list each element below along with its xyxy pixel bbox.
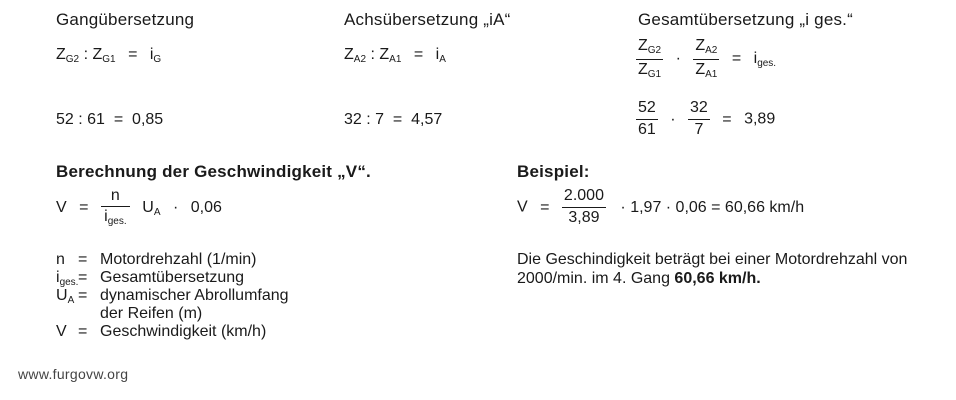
legend-row: n = Motordrehzahl (1/min) [56,251,257,268]
total-ratio-heading: Gesamtübersetzung „i ges.“ [638,10,853,29]
fraction-axle: $\frac{Z_{A2}}{Z_{A1}}$ [695,37,718,80]
speed-formula: V = $\frac{n}{i_{ges.}}$ $U_A \cdot 0,06$ [56,187,222,227]
total-ratio-formula: $\frac{Z_{G2}}{Z_{G1}}$ · $\frac{Z_{A2}}{Z_{A1}}$ = $i_{ges.}$ [638,37,777,80]
axle-ratio-formula: $Z_{A2}$ : $Z_{A1} = i_A$ [344,46,446,65]
fraction-axle-example: $\frac{32}{7}$ [690,99,708,138]
watermark: www.furgovw.org [18,366,129,382]
gear-ratio-heading: Gangübersetzung [56,10,195,29]
legend-row: $U_A$ = dynamischer Abrollumfang [56,287,289,306]
axle-ratio-example: 32 : 7 = 4,57 [344,111,443,128]
fraction-gear: $\frac{Z_{G2}}{Z_{G1}}$ [638,37,662,80]
legend-row: V = Geschwindigkeit (km/h) [56,323,267,340]
example-text: Die Geschindigkeit beträgt bei einer Motordrehzahl von 2000/min. im 4. Gang 60,66 km/h. [517,251,908,287]
example-formula: V = $\frac{2.000}{3,89}$ · 1,97 · 0,06 = 60,66 km/h [517,187,805,226]
gear-ratio-example: 52 : 61 = 0,85 [56,111,164,128]
example-heading: Beispiel: [517,162,590,181]
legend-row: $i_{ges.}$ = Gesamtübersetzung [56,269,245,288]
gear-ratio-formula: $Z_{G2}$ : $Z_{G1} = i_G$ [56,46,162,65]
speed-heading: Berechnung der Geschwindigkeit „V“. [56,162,371,181]
speed-fraction: $\frac{n}{i_{ges.}}$ [101,188,130,227]
total-ratio-example: $\frac{52}{61}$ · $\frac{32}{7}$ = 3,89 [638,99,776,138]
legend-row: der Reifen (m) [100,305,203,322]
fraction-gear-example: $\frac{52}{61}$ [638,99,656,138]
axle-ratio-heading: Achsübersetzung „iA“ [344,10,511,29]
example-fraction: $\frac{2.000}{3,89}$ [563,187,604,226]
variable-legend [56,251,289,341]
